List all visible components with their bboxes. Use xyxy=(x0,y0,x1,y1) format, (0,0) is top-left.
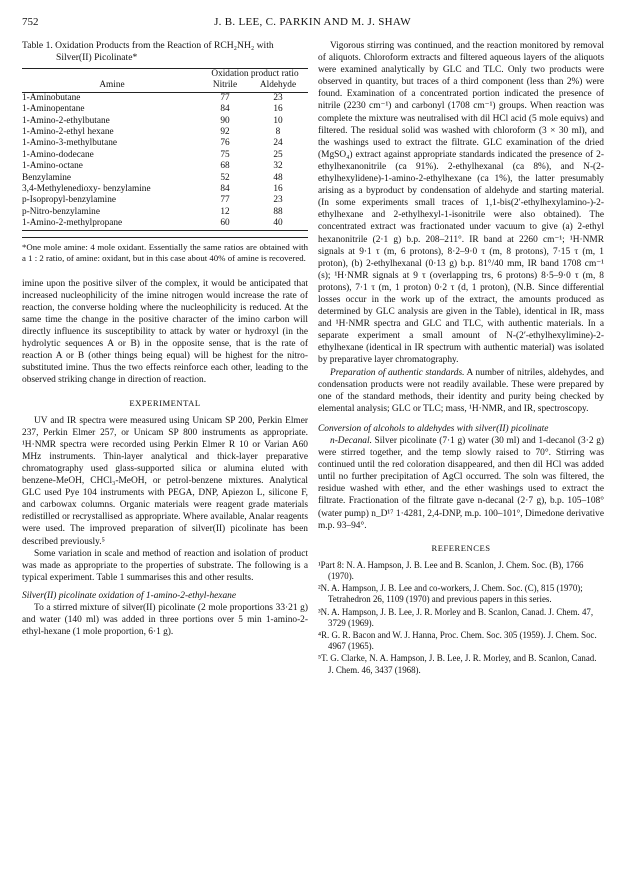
table-cell-amine: p-Isopropyl-benzylamine xyxy=(22,195,116,206)
table-cell-amine: 1-Amino-dodecane xyxy=(22,149,94,160)
table-row xyxy=(22,207,308,218)
running-authors: J. B. LEE, C. PARKIN AND M. J. SHAW xyxy=(214,16,411,28)
experimental-paragraph-2: Some variation in scale and method of reaction and isolation of product was made as appropriate to the properties of substrate. The following is a typical experiment. Table 1 summarises this and other results. xyxy=(22,548,308,583)
table-group-header-row xyxy=(22,69,308,81)
table-col-nitrile: Nitrile xyxy=(202,80,248,92)
table-cell-nitrile: 77 xyxy=(220,92,230,103)
table-blank-cell xyxy=(22,69,202,81)
table-cell-amine: 1-Aminopentane xyxy=(22,104,85,115)
table-cell-nitrile: 90 xyxy=(220,115,230,126)
table-cell-nitrile: 12 xyxy=(220,206,230,217)
procedure-paragraph: To a stirred mixture of silver(II) picolinate (2 mole proportions 33·21 g) and water (140 ml) was added in three portions over 5 min 1-amino-2-ethyl-hexane (1 mole proportion, 6·1 g). xyxy=(22,603,308,638)
table-col-aldehyde: Aldehyde xyxy=(248,80,308,92)
table-cell-amine: 1-Amino-2-ethyl hexane xyxy=(22,127,114,138)
table-cell-aldehyde: 48 xyxy=(273,172,283,183)
left-column xyxy=(22,40,308,638)
table-cell-nitrile: 92 xyxy=(220,127,230,138)
decanal-lead: n-Decanal. xyxy=(330,436,372,446)
table-cell-aldehyde: 88 xyxy=(273,206,283,217)
reference-item: ³N. A. Hampson, J. B. Lee, J. R. Morley and B. Scanlon, Canad. J. Chem. 47, 3729 (1969). xyxy=(318,606,594,628)
table-cell-amine: 1-Amino-2-methylpropane xyxy=(22,218,123,229)
table-col-amine: Amine xyxy=(22,80,202,92)
table-cell-amine: 1-Amino-3-methylbutane xyxy=(22,138,118,149)
standards-paragraph xyxy=(318,367,604,415)
table-row xyxy=(22,218,308,230)
standards-lead: Preparation of authentic standards. xyxy=(330,367,465,378)
reference-item: ⁴R. G. R. Bacon and W. J. Hanna, Proc. Chem. Soc. 305 (1959). J. Chem. Soc. 4967 (1965). xyxy=(318,630,597,652)
table-cell-aldehyde: 8 xyxy=(275,127,281,138)
table-cell-nitrile: 76 xyxy=(220,138,230,149)
reference-item: ¹Part 8: N. A. Hampson, J. B. Lee and B. Scanlon, J. Chem. Soc. (B), 1766 (1970). xyxy=(318,559,584,582)
table-cell-aldehyde: 23 xyxy=(273,195,283,206)
table-cell-aldehyde: 16 xyxy=(273,104,283,115)
table-caption: Table 1. Oxidation Products from the Reaction of RCH₂NH₂ with Silver(II) Picolinate* xyxy=(22,40,274,63)
table-row xyxy=(22,138,308,149)
table-cell-amine: 1-Amino-2-ethylbutane xyxy=(22,115,110,126)
table-cell-nitrile: 68 xyxy=(220,161,230,172)
table-cell-aldehyde: 24 xyxy=(273,138,283,149)
procedure-continued-paragraph: Vigorous stirring was continued, and the reaction monitored by removal of aliquots. Chloroform extracts and filtered aqueous layers of the aliquots were examined analytically by GLC and TLC. Only two products were observed in quantity, but traces of a third component (less than 2%) were found. Examination of a concentrated portion indicated the presence of nitrile (2230 cm⁻¹) and carbonyl (1708 cm⁻¹) groups. When reaction was complete the mixture was neutralised with dil HCl acid (5 mole equivs) and filtered. The residual solid was washed with chloroform (3 × 30 ml), and the washings used to extract the filtrate. GLC examination of the dried (MgSO₄) extract against appropriate standards indicated the presence of 2-ethylhexanonitrile (ca 91%). 2-ethylhexanal (ca 8%), and N-(2-ethylhexylidene)-1-amino-2-ethylhexane (ca 1%), the latter presumably arising as a byproduct by condensation of aldehyde and starting material. (In some experiments small traces of 1,1-bis(2′-ethylhexylamino-)-2-ethylhexane and 2-ethylhexyl-1-isonitrile were also obtained). The concentrated extract was fractionated under vacuum to give (a) 2-ethyl hexanonitrile (2·1 g) b.p. 208–211°. IR band at 2260 cm⁻¹; ¹H·NMR signals at 9·1 τ (m, 6 protons), 8·2–9·0 τ (m, 8 protons), 7·15 τ (m, 1 proton), (b) 2-ethylhexanal (0·13 g) b.p. 81°/40 mm, IR band 1708 cm⁻¹ (s); ¹H·NMR signals at 9 τ (overlapping trs, 6 protons) 8·5–9·0 τ (m, 8 protons), 7·1 τ (m, 1 proton) 0·2 τ (d, 1 proton), (N.B. Since differential losses occur in the work up of the extract, the amounts produced as determined by GLC analysis are given in the Table), identical in IR, mass and ¹H·NMR spectra and GLC and TLC, with authentic materials. In a separate experiment a small amount of N-(2′-ethylhexylimine)-2-ethylhexane (identical in IR spectrum with authentic material) was isolated by preparative layer chromatography. xyxy=(318,41,604,366)
table-cell-nitrile: 75 xyxy=(220,149,230,160)
running-header xyxy=(22,16,603,34)
table-cell-aldehyde: 23 xyxy=(273,92,283,103)
reference-item: ⁵T. G. Clarke, N. A. Hampson, J. B. Lee, J. R. Morley, and B. Scanlon, Canad. J. Chem. 46, 3437 (1968). xyxy=(318,653,597,675)
right-column xyxy=(318,40,604,677)
table-cell-nitrile: 60 xyxy=(220,218,230,229)
table-cell-aldehyde: 10 xyxy=(273,115,283,126)
page-number: 752 xyxy=(22,16,39,28)
table-cell-amine: 1-Aminobutane xyxy=(22,92,81,103)
table-cell-aldehyde: 25 xyxy=(273,149,283,160)
decanal-paragraph xyxy=(318,435,604,532)
table-header-row xyxy=(22,80,308,92)
table-cell-nitrile: 52 xyxy=(220,172,230,183)
table-row xyxy=(22,161,308,172)
table-row xyxy=(22,184,308,195)
table-cell-aldehyde: 16 xyxy=(273,184,283,195)
discussion-paragraph: imine upon the positive silver of the complex, it would be anticipated that increased nucleophilicity of the imine nitrogen would increase the rate of reaction, the converse holding where the nucleophilicity is reduced. At the same time the change in the positive character of the imino carbon will directly influence its susceptibility to attack by water or hydroxyl (in the hydrolytic sequences A or B) in the opposite sense, that is the rate of reaction A or B (other things being equal) will be highest for the nitro-substituted imine. Thus the two effects reinforce each other, leading to the observed striking change in direction of reaction. xyxy=(22,278,308,386)
oxidation-table xyxy=(22,68,308,231)
table-row xyxy=(22,195,308,206)
table-row xyxy=(22,150,308,161)
table-cell-amine: p-Nitro-benzylamine xyxy=(22,206,100,217)
subheading-alcohols: Conversion of alcohols to aldehydes with silver(II) picolinate xyxy=(318,423,549,434)
reference-item: ²N. A. Hampson, J. B. Lee and co-workers, J. Chem. Soc. (C), 815 (1970); Tetrahedron 26, 1109 (1970) and previous papers in this series. xyxy=(318,583,583,605)
table-cell-aldehyde: 40 xyxy=(273,218,283,229)
table-cell-amine: Benzylamine xyxy=(22,172,72,183)
table-cell-amine: 3,4-Methylenedioxy- benzylamine xyxy=(22,184,151,195)
table-cell-aldehyde: 32 xyxy=(273,161,283,172)
standards-text: A number of nitriles, aldehydes, and condensation products were not readily available. These were prepared by one of the standard methods, their identity and purity being checked by elemental analysis; GLC or TLC; mass, ¹H·NMR, and IR, spectroscopy. xyxy=(318,367,604,414)
table-row xyxy=(22,173,308,184)
table-group-header: Oxidation product ratio xyxy=(202,69,308,81)
table-cell-nitrile: 84 xyxy=(220,104,230,115)
table-row xyxy=(22,92,308,104)
table-cell-amine: 1-Amino-octane xyxy=(22,161,83,172)
references-heading: REFERENCES xyxy=(431,542,491,553)
table-cell-nitrile: 77 xyxy=(220,195,230,206)
subheading-oxidation: Silver(II) picolinate oxidation of 1-amino-2-ethyl-hexane xyxy=(22,590,236,601)
table-row xyxy=(22,104,308,115)
table-row xyxy=(22,116,308,127)
experimental-heading: EXPERIMENTAL xyxy=(129,397,201,408)
references-list xyxy=(318,560,604,676)
table-row xyxy=(22,127,308,138)
experimental-paragraph-1: UV and IR spectra were measured using Unicam SP 200, Perkin Elmer 237, Perkin Elmer 257, or Unicam SP 800 instruments as appropriate. ¹H·NMR spectra were recorded using Perkin Elmer R 10 or Varian A60 MHz instruments. Thin-layer analytical and thick-layer preparative chromatography used glass-supported silica or alumina eluted with benzene-MeOH, CHCl₃-MeOH, or petrol-benzene mixtures. Analytical GLC used Pye 104 instruments with PEGA, DNP, Apiezon L, silicone F, and carbowax columns. Organic materials were reagent grade materials redistilled or recrystallised as appropriate. Where available, Analar reagents were used. The improved preparation of silver(II) picolinate has been described previously.⁵ xyxy=(22,415,308,547)
table-footnote: *One mole amine: 4 mole oxidant. Essentially the same ratios are obtained with a 1 : 2 ratio, of amine: oxidant, but in this case about 40% of amine is recovered. xyxy=(22,237,308,264)
decanal-text: Silver picolinate (7·1 g) water (30 ml) and 1-decanol (3·2 g) were stirred together, and the temp slowly raised to 70°. Stirring was continued until the red coloration disappeared, and then dil HCl was added until no further precipitation of AgCl occurred. The soln was filtered, the residue washed with ether, and the ether washings used to extract the filtrate. Fractionation of the filtrate gave n-decanal (2·7 g), b.p. 105–108° (water pump) n_D¹⁷ 1·4281, 2,4-DNP, m.p. 100–101°, Dimedone derivative m.p. 93–94°. xyxy=(318,436,604,531)
table-cell-nitrile: 84 xyxy=(220,184,230,195)
